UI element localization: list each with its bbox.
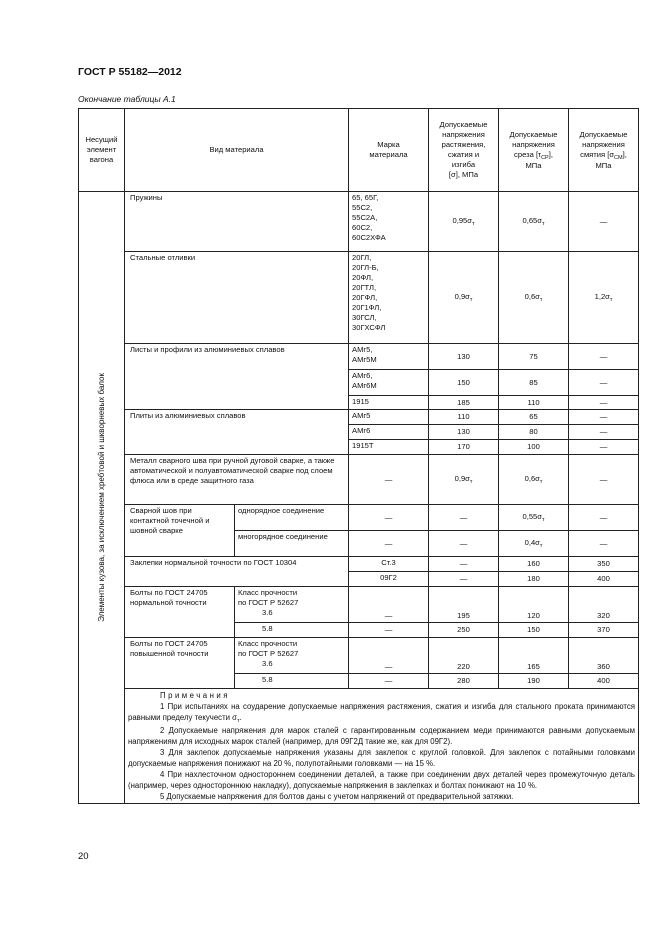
tau-cell: 165 (499, 638, 569, 674)
grade-cell: АМг5, АМг5М (349, 344, 429, 370)
sm-cell: — (569, 505, 639, 531)
sm-cell: — (569, 425, 639, 440)
sm-cell: — (569, 396, 639, 410)
element-label: Элементы кузова, за исключением хребтовой и шкворневых балок (96, 373, 106, 622)
sub-cell: 5.8 (235, 623, 349, 638)
note-3: 3 Для заклепок допускаемые напряжения указаны для заклепок с круглой головкой. Для заклепок с потайными головками допускаемые напряжения понижают на 20 %, полупотайными головками — на 15 %. (128, 748, 635, 768)
grade-cell: — (349, 587, 429, 623)
tau-cell: $0,4\sigma_т$ (499, 531, 569, 557)
sm-cell: — (569, 192, 639, 252)
notes-cell (125, 689, 639, 804)
table-row (79, 252, 639, 344)
material-cell: Стальные отливки (125, 252, 349, 344)
sigma-cell: 130 (429, 344, 499, 370)
col-header-sigma: Допускаемые напряжения растяжения, сжатия и изгиба [σ], МПа (429, 109, 499, 192)
sigma-cell: $0,9\sigma_т$ (429, 455, 499, 505)
tau-cell: 150 (499, 623, 569, 638)
material-cell: Сварной шов при контактной точечной и шовной сварке (125, 505, 235, 557)
tau-cell: 160 (499, 557, 569, 572)
tau-cell: $0,6\sigma_т$ (499, 252, 569, 344)
notes-row (79, 689, 639, 804)
sigma-cell: 185 (429, 396, 499, 410)
sm-cell: 370 (569, 623, 639, 638)
grade-cell: 09Г2 (349, 572, 429, 587)
grade-cell: АМг6 (349, 425, 429, 440)
sm-cell: — (569, 455, 639, 505)
element-label-cell (79, 192, 125, 804)
material-cell: Плиты из алюминиевых сплавов (125, 410, 349, 455)
note-4: 4 При нахлесточном одностороннем соединении деталей, а также при соединении двух деталей через промежуточную деталь (например, через одностороннюю накладку), допускаемые напряжения в заклепках и болтах понижают на 10 %. (128, 770, 635, 790)
tau-cell: 190 (499, 674, 569, 689)
note-1: 1 При испытаниях на соударение допускаемые напряжения растяжения, сжатия и изгиба для стального проката принимаются равными пределу текучести $\sigma_т$. (128, 702, 635, 724)
sub-cell: 5.8 (235, 674, 349, 689)
grade-cell: 65, 65Г, 55С2, 55С2А, 60С2, 60С2ХФА (349, 192, 429, 252)
grade-cell: 20ГЛ, 20ГЛ-Б, 20ФЛ, 20ГТЛ, 20ГФЛ, 20Г1ФЛ, 30ГСЛ, 30ГХСФЛ (349, 252, 429, 344)
note-5: 5 Допускаемые напряжения для болтов даны с учетом напряжений от предварительной затяжки. (160, 792, 514, 801)
material-cell: Болты по ГОСТ 24705 нормальной точности (125, 587, 235, 638)
sm-cell: — (569, 370, 639, 396)
table-row (79, 638, 639, 674)
sub-cell: многорядное соединение (235, 531, 349, 557)
table-caption: Окончание таблицы А.1 (78, 94, 176, 104)
sigma-cell: 195 (429, 587, 499, 623)
sm-cell: 400 (569, 572, 639, 587)
grade-cell: — (349, 455, 429, 505)
sigma-cell: $0,95\sigma_т$ (429, 192, 499, 252)
grade-cell: — (349, 531, 429, 557)
sigma-cell: — (429, 572, 499, 587)
note-2: 2 Допускаемые напряжения для марок сталей с гарантированным содержанием меди принимаются равными допускаемым напряжениям для исходных марок сталей (например, для 09Г2Д такие же, как для 09Г2). (128, 726, 635, 746)
table-row (79, 587, 639, 623)
grade-cell: 1915 (349, 396, 429, 410)
tau-cell: 180 (499, 572, 569, 587)
grade-cell: — (349, 505, 429, 531)
material-cell: Заклепки нормальной точности по ГОСТ 10304 (125, 557, 349, 587)
table-row (79, 557, 639, 572)
sm-cell: 400 (569, 674, 639, 689)
tau-cell: 120 (499, 587, 569, 623)
col-header-element: Несущий элемент вагона (79, 109, 125, 192)
sigma-cell: 250 (429, 623, 499, 638)
material-cell: Пружины (125, 192, 349, 252)
sm-cell: $1,2\sigma_т$ (569, 252, 639, 344)
table-row (79, 192, 639, 252)
sigma-cell: 130 (429, 425, 499, 440)
tau-cell: 80 (499, 425, 569, 440)
sm-cell: — (569, 440, 639, 455)
grade-cell: АМг5 (349, 410, 429, 425)
sub-cell: Класс прочности по ГОСТ Р 52627 3.6 (235, 638, 349, 674)
col-header-grade: Марка материала (349, 109, 429, 192)
tau-cell: 100 (499, 440, 569, 455)
col-header-sm: Допускаемые напряжения смятия $[\sigma_{CM}]$, МПа (569, 109, 639, 192)
grade-cell: — (349, 674, 429, 689)
sm-cell: 320 (569, 587, 639, 623)
sigma-cell: 150 (429, 370, 499, 396)
table-row (79, 505, 639, 531)
tau-cell: $0,6\sigma_т$ (499, 455, 569, 505)
grade-cell: — (349, 623, 429, 638)
sigma-cell: 220 (429, 638, 499, 674)
sigma-cell: — (429, 557, 499, 572)
col-header-material: Вид материала (125, 109, 349, 192)
tau-cell: 65 (499, 410, 569, 425)
tau-cell: $0,65\sigma_т$ (499, 192, 569, 252)
grade-cell: АМг6, АМг6М (349, 370, 429, 396)
sm-cell: — (569, 531, 639, 557)
sigma-cell: 110 (429, 410, 499, 425)
sigma-cell: $0,9\sigma_т$ (429, 252, 499, 344)
sm-cell: — (569, 410, 639, 425)
sm-cell: 360 (569, 638, 639, 674)
material-cell: Листы и профили из алюминиевых сплавов (125, 344, 349, 410)
tau-cell: 85 (499, 370, 569, 396)
sigma-cell: — (429, 531, 499, 557)
sm-cell: — (569, 344, 639, 370)
notes-title: Примечания (160, 691, 231, 700)
tau-cell: 110 (499, 396, 569, 410)
sm-cell: 350 (569, 557, 639, 572)
col-header-tau: Допускаемые напряжения среза $[\tau_{CP}]$, МПа (499, 109, 569, 192)
grade-cell: Ст.3 (349, 557, 429, 572)
sub-cell: однорядное соединение (235, 505, 349, 531)
material-cell: Металл сварного шва при ручной дуговой сварке, а также автоматической и полуавтоматической сварке под слоем флюса или в среде защитного газа (125, 455, 349, 505)
stress-table (78, 108, 639, 804)
grade-cell: — (349, 638, 429, 674)
sigma-cell: 280 (429, 674, 499, 689)
sigma-cell: 170 (429, 440, 499, 455)
grade-cell: 1915Т (349, 440, 429, 455)
table-header-row (79, 109, 639, 192)
tau-cell: 75 (499, 344, 569, 370)
table-row (79, 410, 639, 425)
sub-cell: Класс прочности по ГОСТ Р 52627 3.6 (235, 587, 349, 623)
page-number: 20 (78, 851, 89, 862)
sigma-cell: — (429, 505, 499, 531)
material-cell: Болты по ГОСТ 24705 повышенной точности (125, 638, 235, 689)
document-id: ГОСТ Р 55182—2012 (78, 66, 182, 78)
tau-cell: $0,55\sigma_т$ (499, 505, 569, 531)
table-row (79, 455, 639, 505)
table-row (79, 344, 639, 370)
